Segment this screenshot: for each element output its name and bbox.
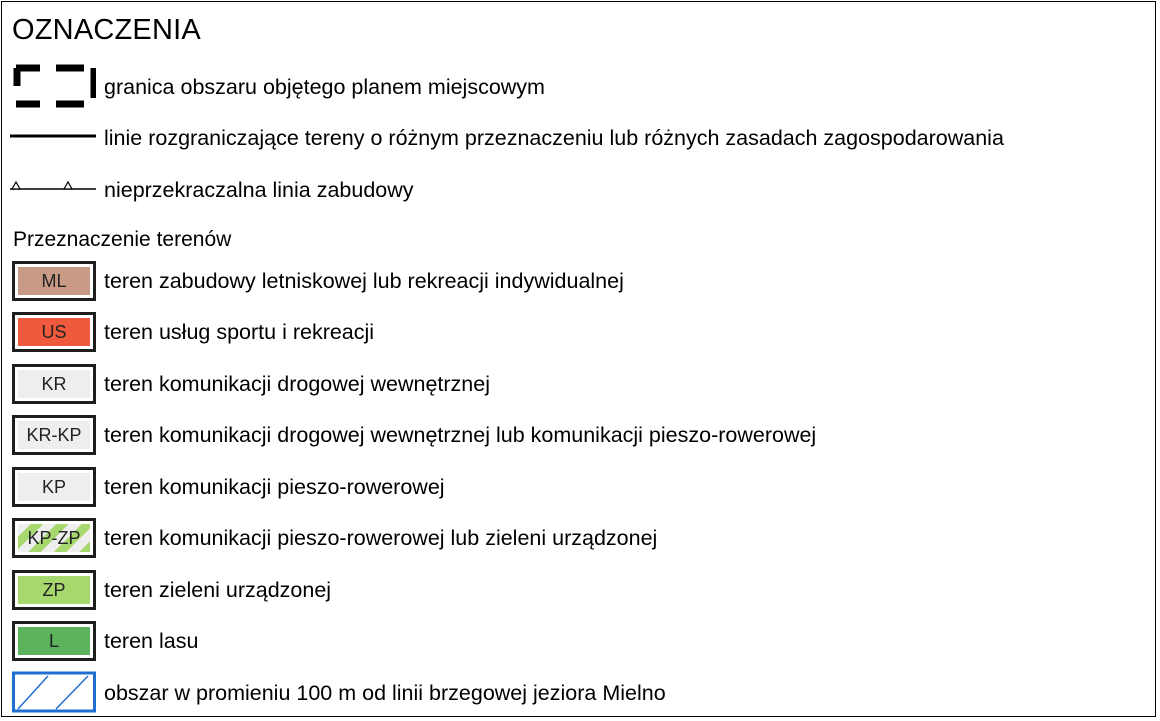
legend-label-kp-zp: teren komunikacji pieszo-rowerowej lub zieleni urządzonej [104, 526, 658, 550]
legend-row-building-line [2, 168, 1152, 212]
legend-row-lake-zone [2, 671, 1152, 715]
area-code-zp: ZP [42, 579, 66, 600]
legend-row-kr [2, 363, 1152, 407]
area-code-kp-zp: KP-ZP [27, 527, 81, 548]
legend-row-ml [2, 260, 1152, 304]
legend-label-lake-zone: obszar w promieniu 100 m od linii brzegowej jeziora Mielno [104, 681, 666, 705]
building-line-symbol [10, 168, 96, 212]
plan-boundary-symbol [10, 64, 96, 108]
legend-label-kr-kp: teren komunikacji drogowej wewnętrznej lub komunikacji pieszo-rowerowej [104, 423, 817, 447]
legend-row-plan-boundary [2, 64, 1152, 108]
area-code-us: US [41, 321, 67, 342]
legend-title: OZNACZENIA [12, 14, 201, 46]
legend-row-us [2, 311, 1152, 355]
legend-label-plan-boundary: granica obszaru objętego planem miejscowym [104, 75, 545, 99]
legend-row-kr-kp [2, 414, 1152, 458]
area-swatch-kr [12, 364, 96, 404]
dividing-line-symbol [10, 116, 96, 160]
area-swatch-kr-kp [12, 415, 96, 455]
legend-label-kp: teren komunikacji pieszo-rowerowej [104, 475, 445, 499]
lake-zone-symbol [10, 671, 96, 715]
legend-label-zp: teren zieleni urządzonej [104, 578, 332, 602]
area-swatch-kp-zp [12, 518, 96, 558]
area-swatch-l [12, 621, 96, 661]
legend-label-kr: teren komunikacji drogowej wewnętrznej [104, 372, 490, 396]
area-swatch-kp [12, 467, 96, 507]
legend-row-kp-zp [2, 517, 1152, 561]
section-title-land-use: Przeznaczenie terenów [13, 228, 232, 251]
legend-row-l [2, 620, 1152, 664]
area-code-kr-kp: KR-KP [26, 424, 82, 445]
area-code-kr: KR [41, 373, 67, 394]
legend-label-building-line: nieprzekraczalna linia zabudowy [104, 178, 414, 202]
legend-label-l: teren lasu [104, 629, 199, 653]
legend-row-zp [2, 569, 1152, 613]
area-swatch-us [12, 312, 96, 352]
legend-label-us: teren usług sportu i rekreacji [104, 320, 375, 344]
area-swatch-zp [12, 570, 96, 610]
area-code-l: L [48, 630, 59, 651]
map-legend [1, 1, 1156, 717]
legend-label-ml: teren zabudowy letniskowej lub rekreacji indywidualnej [104, 269, 624, 293]
area-swatch-ml [12, 261, 96, 301]
area-code-ml: ML [41, 270, 67, 291]
area-code-kp: KP [41, 476, 66, 497]
legend-row-dividing-line [2, 116, 1152, 160]
legend-label-dividing-line: linie rozgraniczające tereny o różnym przeznaczeniu lub różnych zasadach zagospodarowania [104, 126, 1004, 150]
legend-row-kp [2, 466, 1152, 510]
